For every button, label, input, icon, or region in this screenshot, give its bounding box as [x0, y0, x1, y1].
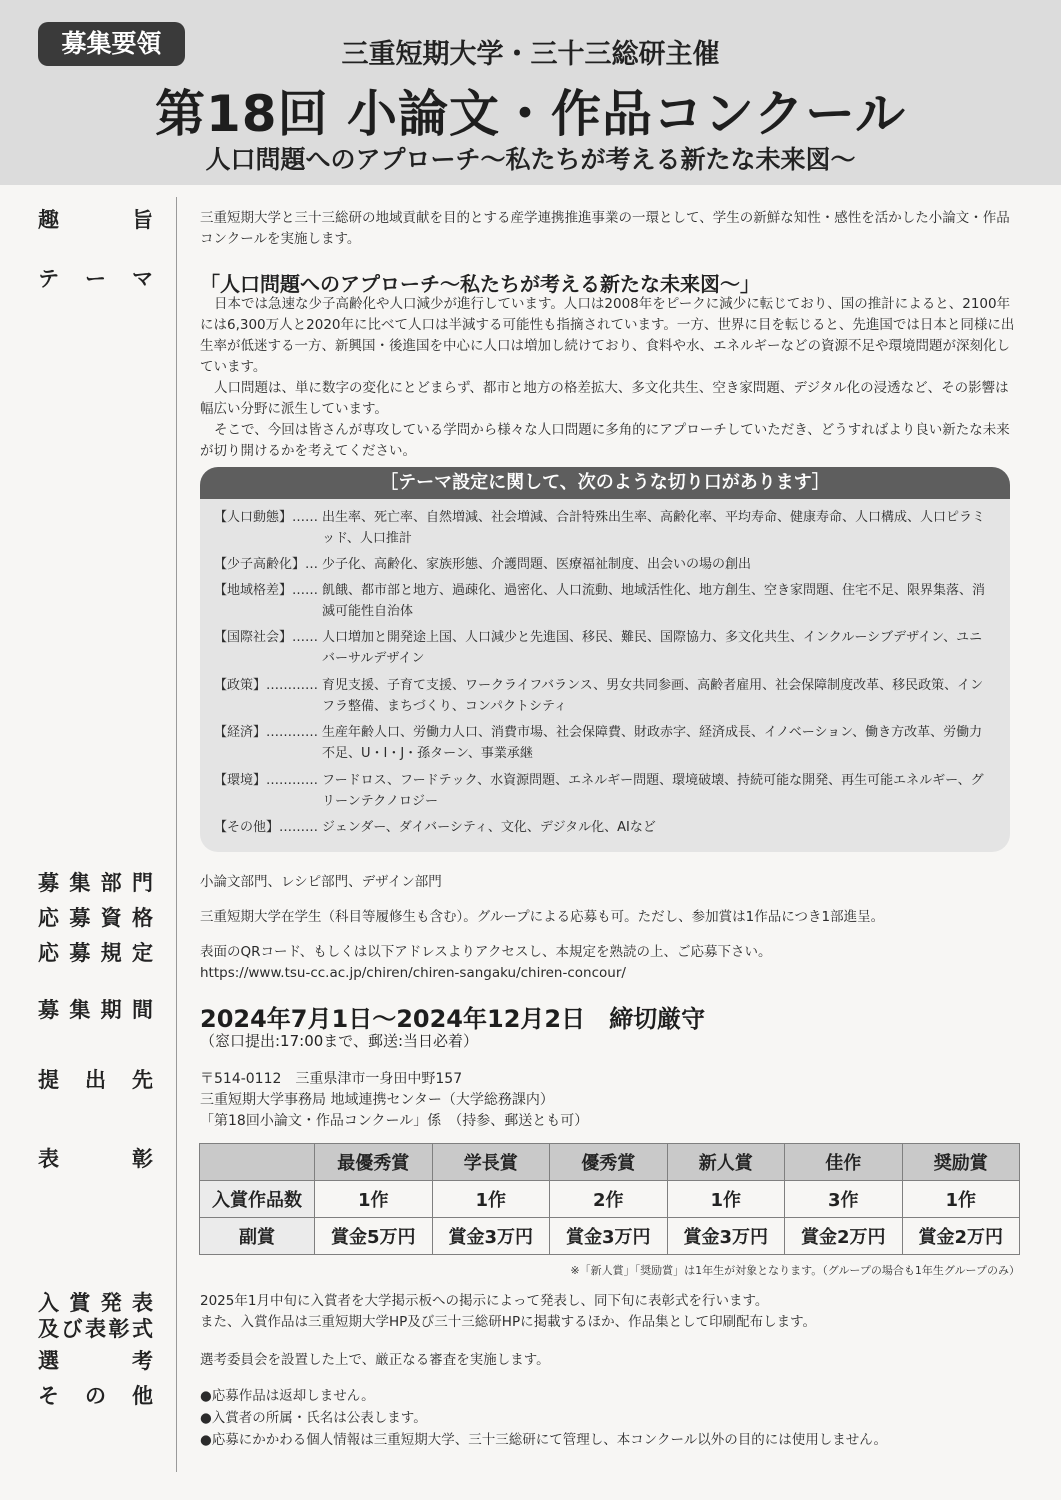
label-announce-2: 及び表彰式: [38, 1317, 153, 1341]
category-value: 育児支援、子育て支援、ワークライフバランス、男女共同参画、高齢者雇用、社会保障制度改革、移民政策、インフラ整備、まちづくり、コンパクトシティ: [322, 678, 984, 714]
award-header: 優秀賞: [550, 1144, 668, 1181]
sponsor-line: 三重短期大学・三十三総研主催: [341, 39, 720, 70]
eligibility-text: 三重短期大学在学生（科目等履修生も含む）。グループによる応募も可。ただし、参加賞は1作品につき1部進呈。: [200, 909, 885, 925]
award-prize: 賞金2万円: [785, 1218, 903, 1255]
table-corner: [200, 1144, 315, 1181]
category-key: 【地域格差】……: [214, 583, 319, 598]
page-title: 第18回 小論文・作品コンクール: [155, 85, 906, 143]
page-subtitle: 人口問題へのアプローチ～私たちが考える新たな未来図～: [205, 145, 856, 174]
theme-paragraph: そこで、今回は皆さんが専攻している学問から様々な人口問題に多角的にアプローチしていただき、どうすればより良い新たな未来が切り開けるかを考えてください。: [200, 422, 1010, 459]
row-label-prize: 副賞: [200, 1218, 315, 1255]
award-count: 1作: [432, 1181, 550, 1218]
category-value: ジェンダー、ダイバーシティ、文化、デジタル化、AIなど: [322, 820, 656, 835]
list-item: ●応募作品は返却しません。: [200, 1388, 375, 1404]
table-row: [200, 1218, 1020, 1255]
section-divider: [176, 197, 177, 1472]
awards-table: [199, 1143, 1020, 1255]
category-value: 生産年齢人口、労働力人口、消費市場、社会保障費、財政赤字、経済成長、イノベーション、働き方改革、労働力不足、U・I・J・孫ターン、事業承継: [322, 725, 983, 761]
category-key: 【少子高齢化】…: [214, 557, 319, 572]
submit-line: 三重短期大学事務局 地域連携センター（大学総務課内）: [200, 1092, 554, 1108]
announce-line: 2025年1月中旬に入賞者を大学掲示板への掲示によって発表し、同下旬に表彰式を行います。: [200, 1293, 769, 1309]
recruitment-badge: 募集要領: [38, 22, 185, 66]
table-row: [200, 1144, 1020, 1181]
category-value: 少子化、高齢化、家族形態、介護問題、医療福祉制度、出会いの場の創出: [322, 557, 752, 572]
submit-line: 〒514-0112 三重県津市一身田中野157: [200, 1071, 463, 1087]
award-header: 新人賞: [667, 1144, 785, 1181]
award-count: 1作: [902, 1181, 1020, 1218]
theme-paragraph: 人口問題は、単に数字の変化にとどまらず、都市と地方の格差拡大、多文化共生、空き家問題、デジタル化の浸透など、その影響は幅広い分野に派生しています。: [200, 380, 1009, 417]
award-count: 2作: [550, 1181, 668, 1218]
category-key: 【経済】…………: [214, 725, 319, 740]
theme-angles-heading: ［テーマ設定に関して、次のような切り口があります］: [200, 467, 1010, 499]
header-band: [0, 0, 1061, 185]
award-prize: 賞金2万円: [902, 1218, 1020, 1255]
submit-address: [200, 1069, 1020, 1132]
award-header: 学長賞: [432, 1144, 550, 1181]
list-item: ●入賞者の所属・氏名は公表します。: [200, 1410, 427, 1426]
award-prize: 賞金3万円: [667, 1218, 785, 1255]
period-note: （窓口提出:17:00まで、郵送:当日必着）: [200, 1032, 479, 1050]
other-list: [200, 1385, 1020, 1451]
theme-angles-box: [200, 467, 1010, 852]
categories-text: 小論文部門、レシピ部門、デザイン部門: [200, 874, 442, 890]
rules-url-link[interactable]: https://www.tsu-cc.ac.jp/chiren/chiren-sangaku/chiren-concour/: [200, 965, 626, 981]
award-count: 1作: [667, 1181, 785, 1218]
award-prize: 賞金3万円: [432, 1218, 550, 1255]
label-categories: 募集部門: [38, 871, 153, 895]
category-value: フードロス、フードテック、水資源問題、エネルギー問題、環境破壊、持続可能な開発、再生可能エネルギー、グリーンテクノロジー: [322, 773, 984, 809]
label-purpose: 趣旨: [38, 208, 153, 232]
category-key: 【人口動態】……: [214, 510, 319, 525]
award-header: 奨励賞: [902, 1144, 1020, 1181]
category-key: 【その他】………: [214, 820, 319, 835]
category-key: 【政策】…………: [214, 678, 319, 693]
theme-paragraph: 日本では急速な少子高齢化や人口減少が進行しています。人口は2008年をピークに減少に転じており、国の推計によると、2100年には6,300万人と2020年に比べて人口は半減する可能性も指摘されています。一方、世界に目を転じると、先進国では日本と同様に出生率が低迷する一方、新興国・後進国を中心に人口は増加し続けており、食料や水、エネルギーなどの資源不足や環境問題が深刻化しています。: [200, 296, 1015, 375]
label-submit-to: 提出先: [38, 1068, 153, 1092]
label-period: 募集期間: [38, 998, 153, 1022]
award-header: 佳作: [785, 1144, 903, 1181]
label-other: その他: [38, 1384, 153, 1408]
award-count: 3作: [785, 1181, 903, 1218]
award-count: 1作: [315, 1181, 433, 1218]
theme-body: [200, 294, 1020, 462]
submit-line: 「第18回小論文・作品コンクール」係 （持参、郵送とも可）: [200, 1113, 589, 1129]
category-key: 【環境】…………: [214, 773, 319, 788]
table-row: [200, 1181, 1020, 1218]
category-value: 出生率、死亡率、自然増減、社会増減、合計特殊出生率、高齢化率、平均寿命、健康寿命、人口構成、人口ピラミッド、人口推計: [322, 510, 986, 546]
announce-line: また、入賞作品は三重短期大学HP及び三十三総研HPに掲載するほか、作品集として印刷配布します。: [200, 1314, 817, 1330]
period-dates: 2024年7月1日～2024年12月2日 締切厳守: [200, 1005, 706, 1033]
theme-title: 「人口問題へのアプローチ～私たちが考える新たな未来図～」: [200, 272, 760, 296]
label-announce-1: 入賞発表: [38, 1291, 153, 1315]
purpose-text: 三重短期大学と三十三総研の地域貢献を目的とする産学連携推進事業の一環として、学生の新鮮な知性・感性を活かした小論文・作品コンクールを実施します。: [200, 210, 1010, 247]
award-prize: 賞金5万円: [315, 1218, 433, 1255]
label-rules: 応募規定: [38, 941, 153, 965]
awards-note: ※「新人賞」「奨励賞」は1年生が対象となります。（グループの場合も1年生グループのみ）: [570, 1264, 1020, 1277]
selection-text: 選考委員会を設置した上で、厳正なる審査を実施します。: [200, 1352, 550, 1368]
label-awards: 表彰: [38, 1147, 153, 1171]
award-prize: 賞金3万円: [550, 1218, 668, 1255]
category-value: 飢餓、都市部と地方、過疎化、過密化、人口流動、地域活性化、地方創生、空き家問題、住宅不足、限界集落、消滅可能性自治体: [322, 583, 986, 619]
label-eligibility: 応募資格: [38, 906, 153, 930]
label-selection: 選考: [38, 1349, 153, 1373]
list-item: ●応募にかかわる個人情報は三重短期大学、三十三総研にて管理し、本コンクール以外の目的には使用しません。: [200, 1432, 888, 1448]
announce-text: [200, 1291, 1020, 1333]
category-value: 人口増加と開発途上国、人口減少と先進国、移民、難民、国際協力、多文化共生、インクルーシブデザイン、ユニバーサルデザイン: [322, 630, 983, 666]
label-theme: テーマ: [38, 267, 153, 291]
rules-text: 表面のQRコード、もしくは以下アドレスよりアクセスし、本規定を熟読の上、ご応募下さい。: [200, 944, 772, 960]
award-header: 最優秀賞: [315, 1144, 433, 1181]
row-label-count: 入賞作品数: [200, 1181, 315, 1218]
category-key: 【国際社会】……: [214, 630, 319, 645]
